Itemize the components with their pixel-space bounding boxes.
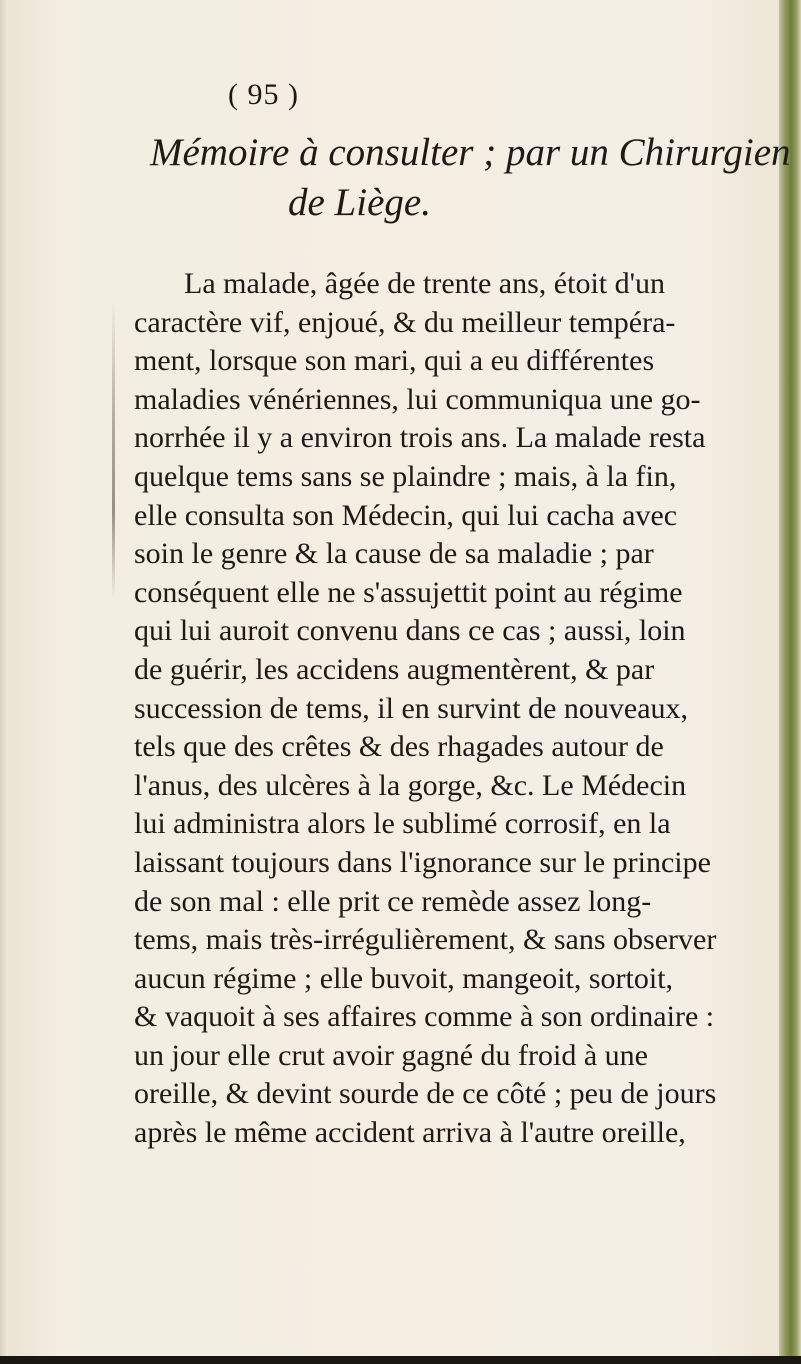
ink-bleed-mark xyxy=(112,300,115,600)
book-binding-edge xyxy=(779,0,801,1364)
text-line: soin le genre & la cause de sa maladie ; par xyxy=(134,537,654,571)
text-line: après le même accident arriva à l'autre oreille, xyxy=(134,1116,686,1150)
text-line: La malade, âgée de trente ans, étoit d'un xyxy=(184,267,666,300)
text-line: ment, lorsque son mari, qui a eu différentes xyxy=(134,344,655,378)
text-line: lui administra alors le sublimé corrosif, en la xyxy=(134,807,671,841)
text-line: aucun régime ; elle buvoit, mangeoit, sortoit, xyxy=(134,961,674,995)
text-line: maladies vénériennes, lui communiqua une go- xyxy=(134,382,701,416)
title-line-2: de Liège. xyxy=(288,181,431,224)
text-line: conséquent elle ne s'assujettit point au régime xyxy=(134,575,683,609)
title-line-1: Mémoire à consulter ; par un Chirurgien xyxy=(150,131,791,174)
text-line: caractère vif, enjoué, & du meilleur tempéra- xyxy=(134,305,676,339)
text-line: laissant toujours dans l'ignorance sur le principe xyxy=(134,845,711,879)
body-paragraph xyxy=(134,265,774,1153)
text-line: succession de tems, il en survint de nouveaux, xyxy=(134,691,689,725)
text-line: elle consulta son Médecin, qui lui cacha avec xyxy=(134,498,678,532)
page-left-edge xyxy=(0,0,8,1364)
text-line: quelque tems sans se plaindre ; mais, à la fin, xyxy=(134,459,677,493)
text-line: norrhée il y a environ trois ans. La malade resta xyxy=(134,421,706,455)
text-line: un jour elle crut avoir gagné du froid à une xyxy=(134,1038,648,1072)
text-line: tels que des crêtes & des rhagades autour de xyxy=(134,730,664,764)
text-line: qui lui auroit convenu dans ce cas ; aussi, loin xyxy=(134,614,686,648)
text-line: oreille, & devint sourde de ce côté ; peu de jours xyxy=(134,1077,717,1111)
text-line: l'anus, des ulcères à la gorge, &c. Le Médecin xyxy=(134,768,687,802)
text-line: tems, mais très-irrégulièrement, & sans observer xyxy=(134,923,717,957)
text-line: de son mal : elle prit ce remède assez long- xyxy=(134,884,652,918)
text-line: de guérir, les accidens augmentèrent, & par xyxy=(134,652,655,686)
page-bottom-edge xyxy=(0,1356,801,1364)
text-line: & vaquoit à ses affaires comme à son ordinaire : xyxy=(134,1000,715,1034)
page-number: ( 95 ) xyxy=(228,78,299,111)
section-title xyxy=(150,128,791,228)
